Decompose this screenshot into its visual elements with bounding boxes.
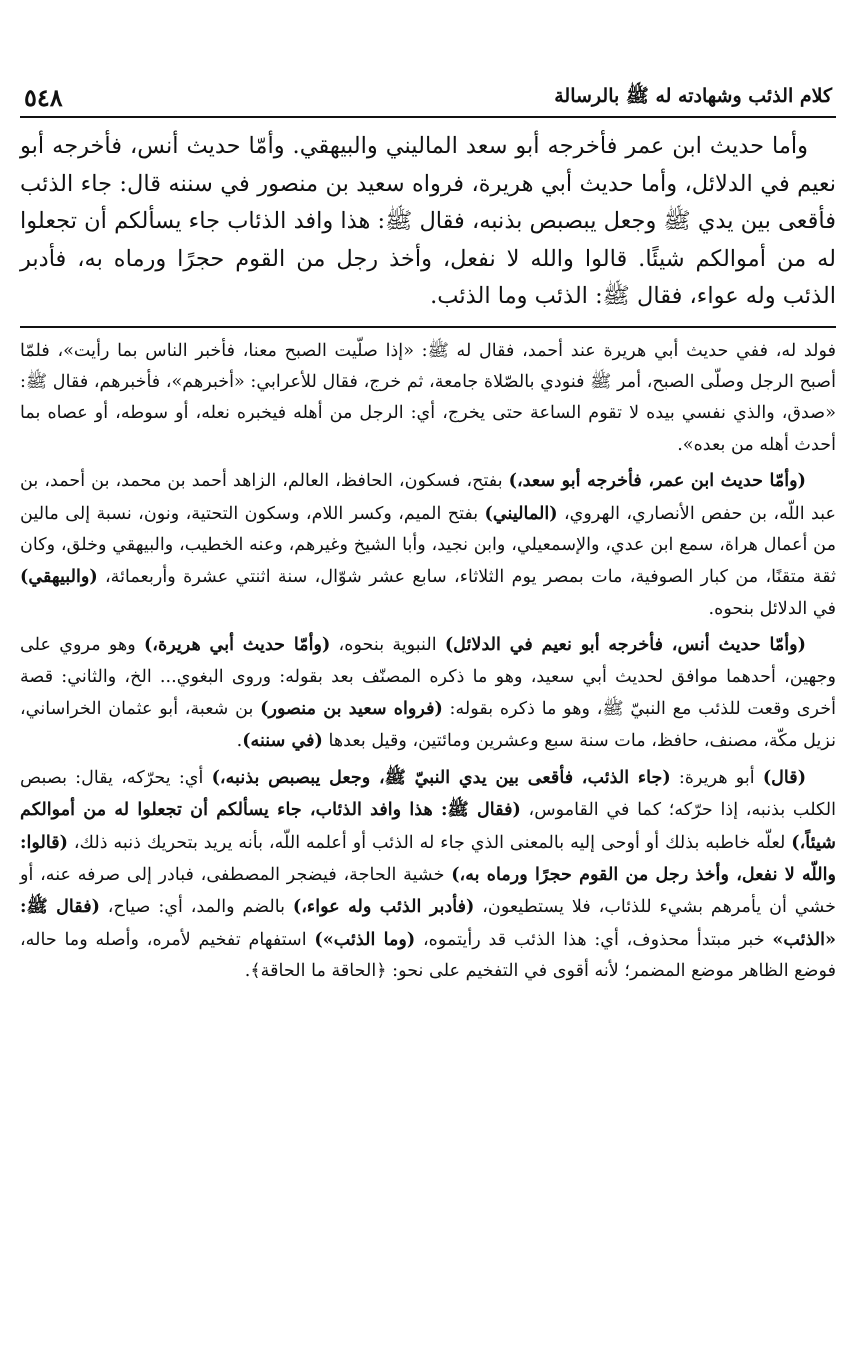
commentary-paragraph: فولد له، ففي حديث أبي هريرة عند أحمد، فقال له ﷺ: «إذا صلّيت الصبح معنا، فأخبر الناس بما رأيت»، فلمّا أصبح الرجل وصلّى الصبح، أمر ﷺ فنودي بالصّلاة جامعة، ثم خرج، فقال للأعرابي: «أخبرهم»، فأخبرهم، فقال ﷺ: «صدق، والذي نفسي بيده لا تقوم الساعة حتى يخرج، أي: الرجل من أهله فيخبره نعله، أو سوطه، أو عصاه بما أحدث أهله من بعده».	[20, 340, 836, 455]
quoted-text: (فقال ﷺ: هذا وافد الذئاب، جاء يسألكم أن تجعلوا له من أموالكم شيئاً،)	[20, 799, 836, 853]
text-divider	[20, 326, 836, 328]
commentary-paragraph	[20, 629, 836, 758]
commentary-paragraph	[20, 762, 836, 988]
page-header	[20, 82, 836, 118]
commentary-text: أبو هريرة:	[670, 767, 763, 788]
main-text-paragraph: وأما حديث ابن عمر فأخرجه أبو سعد الماليني والبيهقي. وأمّا حديث أنس، فأخرجه أبو نعيم في الدلائل، وأما حديث أبي هريرة، فرواه سعيد بن منصور في سننه قال: جاء الذئب فأقعى بين يدي ﷺ وجعل يبصبص بذنبه، فقال ﷺ: هذا وافد الذئاب جاء يسألكم أن تجعلوا له من أموالكم شيئًا. قالوا والله لا نفعل، وأخذ رجل من القوم حجرًا ورماه به، فأدبر الذئب وله عواء، فقال ﷺ: الذئب وما الذئب.	[20, 133, 836, 309]
commentary-text: استفهام تفخيم لأمره، وأصله وما حاله، فوضع الظاهر موضع المضمر؛ لأنه أقوى في التفخيم على نحو: ﴿الحاقة ما الحاقة﴾.	[20, 929, 836, 982]
quoted-text: (الماليني)	[484, 502, 558, 524]
commentary-paragraph	[20, 465, 836, 625]
commentary-text: لعلّه خاطبه بذلك أو أوحى إليه بالمعنى الذي جاء له الذئب أو أعلمه اللّه، بأنه يريد بتحريك ذنبه ذلك،	[67, 832, 792, 853]
commentary-text: بفتح الميم، وكسر اللام، وسكون التحتية، ونون، نسبة إلى مالين من أعمال هراة، سمع ابن عدي، والإسمعيلي، وابن نجيد، وأبا الشيخ وغيرهم، وعنه الخطيب، والبيهقي وخلق، وكان ثقة متقنًا، من كبار الصوفية، مات بمصر يوم الثلاثاء، سابع عشر شوّال، سنة اثنتي عشرة وأربعمائة،	[20, 503, 836, 588]
quoted-text: (والبيهقي)	[20, 566, 98, 588]
page-number: ٥٤٨	[24, 83, 63, 112]
quoted-text: (قالوا: واللّه لا نفعل، وأخذ رجل من القوم حجرًا ورماه به،)	[20, 831, 837, 885]
quoted-text: (في سننه)	[242, 730, 323, 752]
quoted-text: (وأمّا حديث أبي هريرة،)	[143, 634, 331, 656]
commentary-text: بفتح، فسكون، الحافظ، العالم، الزاهد أحمد بن محمد، بن أحمد، بن عبد اللّه، بن حفص الأنصاري، الهروي،	[20, 471, 836, 524]
quoted-text: (وأمّا حديث ابن عمر، فأخرجه أبو سعد،)	[508, 470, 806, 492]
commentary-text: بن شعبة، أبو عثمان الخراساني، نزيل مكّة، مصنف، حافظ، مات سنة سبع وعشرين ومائتين، وقيل بعدها	[20, 698, 836, 752]
commentary	[20, 336, 836, 988]
commentary-text: .	[236, 731, 243, 752]
main-text	[20, 128, 836, 316]
quoted-text: (فرواه سعيد بن منصور)	[260, 697, 443, 719]
commentary-text: بالضم والمد، أي: صياح،	[99, 897, 293, 918]
quoted-text: (جاء الذئب، فأقعى بين يدي النبيّ ﷺ، وجعل يبصبص بذنبه،)	[211, 766, 671, 788]
quoted-text: (قال)	[762, 766, 807, 788]
commentary-text: وهو مروي على وجهين، أحدهما موافق لحديث أبي سعيد، وهو ما ذكره المصنّف بعد بقوله: وروى البغوي... الخ، والثاني: قصة أخرى وقعت للذئب مع النبيّ ﷺ، وهو ما ذكره بقوله:	[20, 635, 837, 719]
commentary-text: أي: يحرّكه، يقال: بصبص الكلب بذنبه، إذا حرّكه؛ كما في القاموس،	[20, 767, 836, 821]
quoted-text: (فأدبر الذئب وله عواء،)	[292, 896, 475, 918]
quoted-text: (فقال ﷺ: «الذئب»	[20, 896, 837, 950]
commentary-text: في الدلائل بنحوه.	[708, 598, 836, 619]
commentary-text: خبر مبتدأ محذوف، أي: هذا الذئب قد رأيتموه،	[415, 929, 773, 950]
quoted-text: (وما الذئب»)	[314, 928, 416, 950]
running-title: كلام الذئب وشهادته له ﷺ بالرسالة	[554, 85, 832, 107]
quoted-text: (وأمّا حديث أنس، فأخرجه أبو نعيم في الدلائل)	[444, 634, 806, 656]
commentary-text: النبوية بنحوه،	[330, 635, 445, 656]
commentary-text: خشية الحاجة، فيضجر المصطفى، فبادر إلى صرفه عنه، أو خشي أن يأمرهم بشيء للذئاب، فلا يستطيعون،	[20, 865, 837, 918]
